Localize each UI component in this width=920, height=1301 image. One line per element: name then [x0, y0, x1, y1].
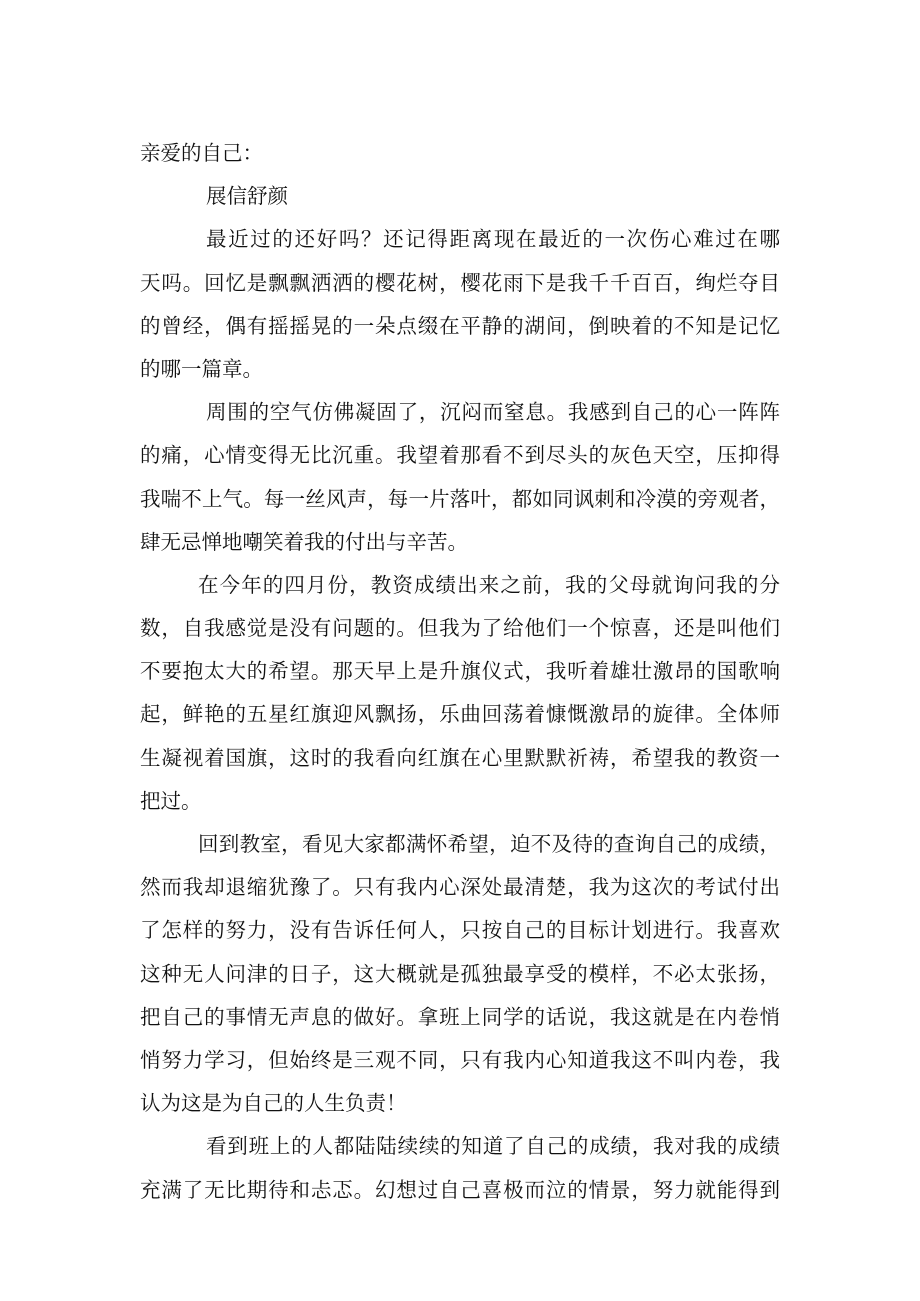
- paragraph-line: 的曾经，偶有摇摇晃的一朵点缀在平静的湖间，倒映着的不知是记忆: [140, 313, 780, 338]
- paragraph-line: 悄努力学习，但始终是三观不同，只有我内心知道我这不叫内卷，我: [140, 1047, 780, 1072]
- paragraph-line: 看到班上的人都陆陆续续的知道了自己的成绩，我对我的成绩: [206, 1134, 780, 1159]
- paragraph-line: 把过。: [140, 788, 202, 813]
- paragraph-line: 生凝视着国旗，这时的我看向红旗在心里默默祈祷，希望我的教资一: [140, 745, 780, 770]
- letter-body: [140, 132, 780, 1212]
- paragraph-line: 起，鲜艳的五星红旗迎风飘扬，乐曲回荡着慷慨激昂的旋律。全体师: [140, 702, 780, 727]
- paragraph-line: 最近过的还好吗？还记得距离现在最近的一次伤心难过在哪: [206, 227, 780, 252]
- letter-opening-phrase: 展信舒颜: [206, 184, 288, 209]
- paragraph-line: 在今年的四月份，教资成绩出来之前，我的父母就询问我的分: [198, 572, 780, 597]
- paragraph-line: 周围的空气仿佛凝固了，沉闷而窒息。我感到自己的心一阵阵: [206, 400, 780, 425]
- paragraph-line: 充满了无比期待和忐忑。幻想过自己喜极而泣的情景，努力就能得到: [140, 1177, 780, 1202]
- paragraph-line: 我喘不上气。每一丝风声，每一片落叶，都如同讽刺和冷漠的旁观者，: [140, 486, 780, 511]
- paragraph-line: 回到教室，看见大家都满怀希望，迫不及待的查询自己的成绩，: [198, 832, 780, 856]
- paragraph-line: 认为这是为自己的人生负责！: [140, 1091, 407, 1116]
- paragraph-line: 数，自我感觉是没有问题的。但我为了给他们一个惊喜，还是叫他们: [140, 616, 780, 641]
- paragraph-line: 的哪一篇章。: [140, 356, 263, 381]
- paragraph-line: 然而我却退缩犹豫了。只有我内心深处最清楚，我为这次的考试付出: [140, 875, 780, 900]
- paragraph-line: 肆无忌惮地嘲笑着我的付出与辛苦。: [140, 529, 468, 554]
- letter-greeting: 亲爱的自己：: [140, 141, 263, 165]
- paragraph-line: 把自己的事情无声息的做好。拿班上同学的话说，我这就是在内卷悄: [140, 1004, 780, 1029]
- paragraph-line: 了怎样的努力，没有告诉任何人，只按自己的目标计划进行。我喜欢: [140, 918, 780, 943]
- paragraph-line: 不要抱太大的希望。那天早上是升旗仪式，我听着雄壮激昂的国歌响: [140, 659, 780, 684]
- paragraph-line: 天吗。回忆是飘飘洒洒的樱花树，樱花雨下是我千千百百，绚烂夺目: [140, 270, 780, 295]
- paragraph-line: 这种无人问津的日子，这大概就是孤独最享受的模样，不必太张扬，: [140, 961, 780, 986]
- paragraph-line: 的痛，心情变得无比沉重。我望着那看不到尽头的灰色天空，压抑得: [140, 443, 780, 468]
